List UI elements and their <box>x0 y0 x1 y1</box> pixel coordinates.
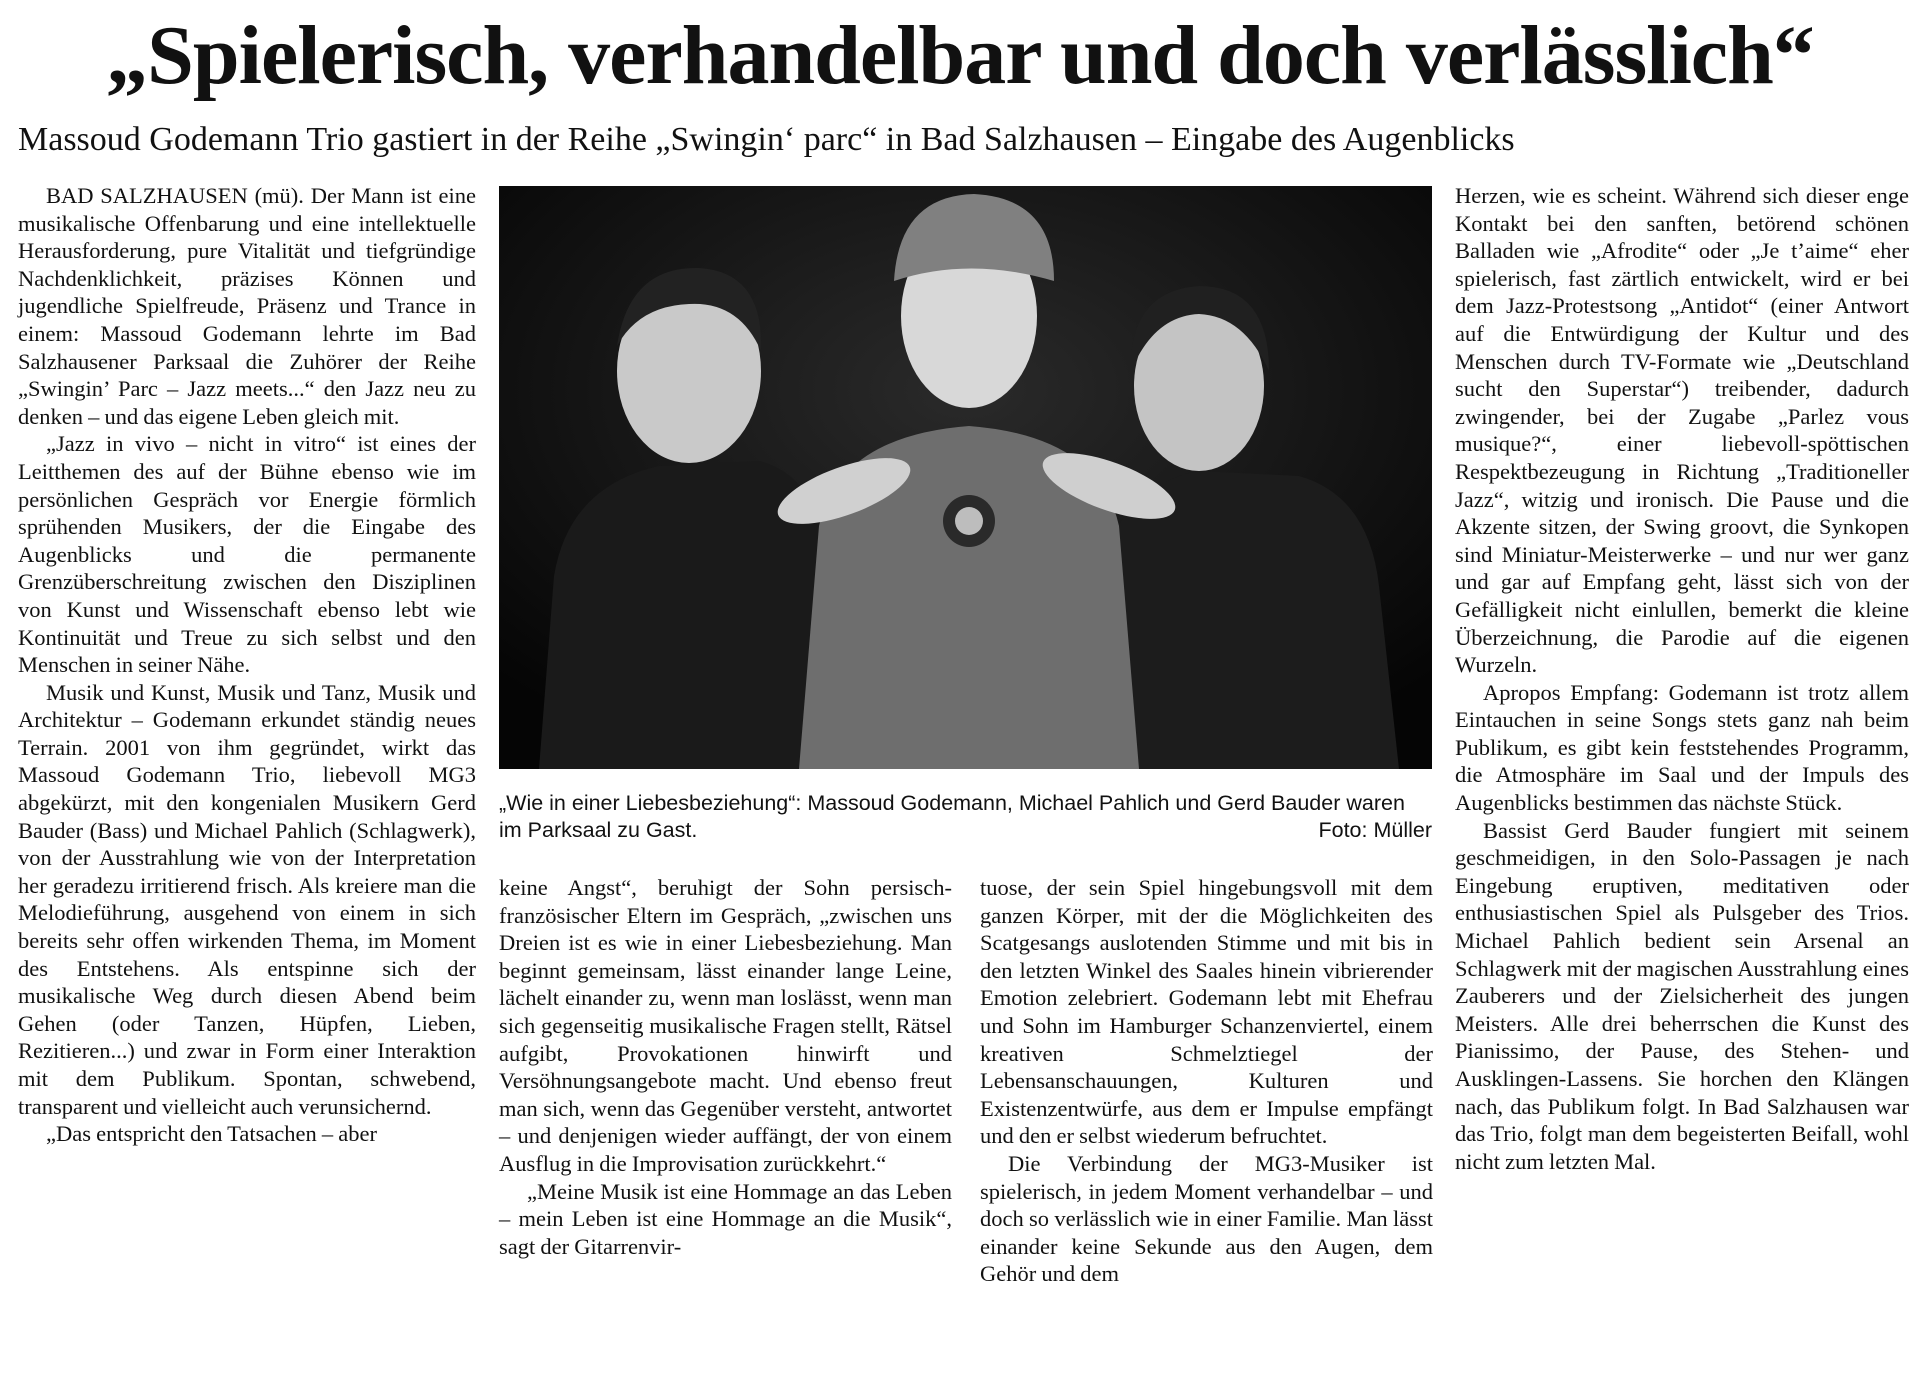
paragraph: „Meine Musik ist eine Hommage an das Leben – mein Leben ist eine Hommage an die Musik“, sagt der Gitarrenvir- <box>499 1178 952 1259</box>
band-photo <box>499 186 1432 769</box>
caption-text: „Wie in einer Liebesbeziehung“: Massoud Godemann, Michael Pahlich und Gerd Bauder waren im Parksaal zu Gast. <box>499 791 1405 842</box>
article-column-3 <box>980 874 1433 1384</box>
subheadline: Massoud Godemann Trio gastiert in der Reihe „Swingin‘ parc“ in Bad Salzhausen – Eingabe des Augenblicks <box>18 121 1515 158</box>
paragraph: Herzen, wie es scheint. Während sich dieser enge Kontakt bei den sanften, betörend schönen Balladen wie „Afrodite“ oder „Je t’aime“ eher spielerisch, fast zärtlich entwickelt, wird er bei dem Jazz-Protestsong „Antidot“ (einer Antwort auf die Entwürdigung der Kultur und des Menschen durch TV-Formate wie „Deutschland sucht den Superstar“) treibender, dadurch zwingender, bei der Zugabe „Parlez vous musique?“, einer liebevoll-spöttischen Respektbezeugung in Richtung „Traditioneller Jazz“, witzig und ironisch. Die Pause und die Akzente sitzen, der Swing groovt, die Synkopen sind Miniatur-Meisterwerke – und nur wer ganz und gar auf Empfang geht, lässt sich von der Gefälligkeit nicht einlullen, bemerkt die kleine Überzeichnung, die Parodie auf die eigenen Wurzeln. <box>1455 183 1909 678</box>
band-photo-image <box>499 186 1432 769</box>
paragraph: Die Verbindung der MG3-Musiker ist spielerisch, in jedem Moment verhandelbar – und doch so verlässlich wie in einer Familie. Man lässt einander keine Sekunde aus den Augen, dem Gehör und dem <box>980 1150 1433 1287</box>
paragraph: Apropos Empfang: Godemann ist trotz allem Eintauchen in seine Songs stets ganz nah beim Publikum, es gibt kein feststehendes Programm, die Atmosphäre im Saal und der Impuls des Augenblicks bestimmen das nächste Stück. <box>1455 679 1909 816</box>
photo-caption <box>499 790 1432 844</box>
paragraph: Bassist Gerd Bauder fungiert mit seinem geschmeidigen, in den Solo-Passagen je nach Eingebung eruptiven, meditativen oder enthusiastischen Spiel als Pulsgeber des Trios. Michael Pahlich bedient sein Arsenal an Schlagwerk mit der magischen Ausstrahlung eines Zauberers und der Zielsicherheit des jungen Meisters. Alle drei beherrschen die Kunst des Pianissimo, der Pause, des Stehen- und Ausklingen-Lassens. Sie horchen den Klängen nach, das Publikum folgt. In Bad Salzhausen war das Trio, folgt man dem begeisterten Beifall, wohl nicht zum letzten Mal. <box>1455 817 1909 1174</box>
headline: „Spielerisch, verhandelbar und doch verlässlich“ <box>106 9 1814 102</box>
article-column-4 <box>1455 182 1909 1387</box>
paragraph: BAD SALZHAUSEN (mü). Der Mann ist eine musikalische Offenbarung und eine intellektuelle Herausforderung, pure Vitalität und tiefgründige Nachdenklichkeit, präzises Können und jugendliche Spielfreude, Präsenz und Trance in einem: Massoud Godemann lehrte im Bad Salzhausener Parksaal die Zuhörer der Reihe „Swingin’ Parc – Jazz meets...“ den Jazz neu zu denken – und das eigene Leben gleich mit. <box>18 183 476 429</box>
article-column-2 <box>499 874 952 1384</box>
photo-credit: Foto: Müller <box>1318 818 1432 842</box>
paragraph: „Jazz in vivo – nicht in vitro“ ist eines der Leitthemen des auf der Bühne ebenso wie im persönlichen Gespräch vor Energie förmlich sprühenden Musikers, der die Eingabe des Augenblicks und die permanente Grenzüberschreitung zwischen den Disziplinen von Kunst und Wissenschaft ebenso lebt wie Kontinuität und Treue zu sich selbst und den Menschen in seiner Nähe. <box>18 431 476 678</box>
paragraph: Musik und Kunst, Musik und Tanz, Musik und Architektur – Godemann erkundet ständig neues Terrain. 2001 von ihm gegründet, wirkt das Massoud Godemann Trio, liebevoll MG3 abgekürzt, mit den kongenialen Musikern Gerd Bauder (Bass) und Michael Pahlich (Schlagwerk), von der Ausstrahlung wie von der Interpretation her geradezu irritierend frisch. Als kreiere man die Melodieführung, ausgehend von einem in sich bereits sehr offen wirkenden Thema, im Moment des Entstehens. Als entspinne sich der musikalische Weg durch diesen Abend beim Gehen (oder Tanzen, Hüpfen, Lieben, Rezitieren...) und zwar in Form einer Interaktion mit dem Publikum. Spontan, schwebend, transparent und vielleicht auch verunsichernd. <box>18 679 476 1119</box>
article-column-1 <box>18 182 476 1387</box>
paragraph: keine Angst“, beruhigt der Sohn persisch-französischer Eltern im Gespräch, „zwischen uns Dreien ist es wie in einer Liebesbeziehung. Man beginnt gemeinsam, lässt einander lange Leine, lächelt einander zu, wenn man loslässt, wenn man sich gegenseitig musikalische Fragen stellt, Rätsel aufgibt, Provokationen hinwirft und Versöhnungsangebote macht. Und ebenso freut man sich, wenn das Gegenüber versteht, antwortet – und denjenigen wieder auffängt, der von einem Ausflug in die Improvisation zurückkehrt.“ <box>499 875 952 1176</box>
paragraph: tuose, der sein Spiel hingebungsvoll mit dem ganzen Körper, mit der die Möglichkeiten des Scatgesangs auslotenden Stimme und mit bis in den letzten Winkel des Saales hinein vibrierender Emotion zelebriert. Godemann lebt mit Ehefrau und Sohn im Hamburger Schanzenviertel, einem kreativen Schmelztiegel der Lebensanschauungen, Kulturen und Existenzentwürfe, aus dem er Impulse empfängt und den er selbst wiederum befruchtet. <box>980 875 1433 1149</box>
paragraph: „Das entspricht den Tatsachen – aber <box>46 1121 378 1147</box>
